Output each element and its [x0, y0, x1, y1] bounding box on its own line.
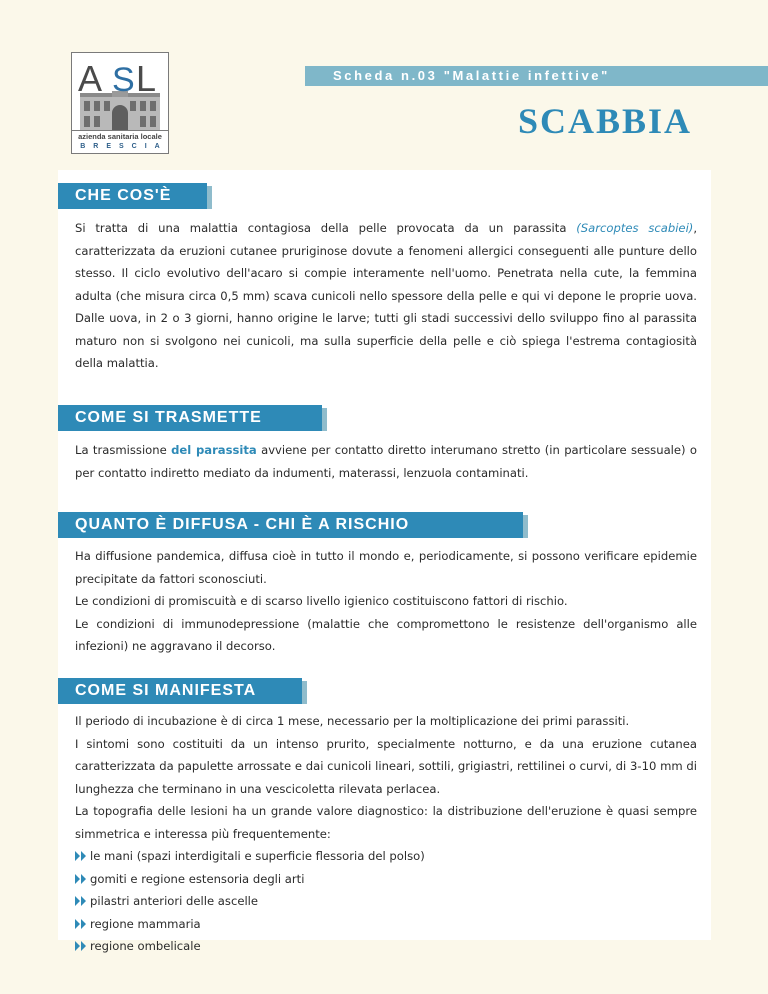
section-body-manifesta: [75, 710, 697, 958]
list-item: gomiti e regione estensoria degli arti: [75, 868, 697, 891]
paragraph: I sintomi sono costituiti da un intenso prurito, specialmente notturno, e da una eruzione cutanea caratterizzata da papulette arrossate e dai cunicoli lineari, sottili, grigiastri, rettilinei o curvi, di 3-10 mm di lunghezza che terminano in una vescicoletta rilevata perlacea.: [75, 736, 697, 796]
svg-text:A: A: [78, 58, 103, 99]
section-heading-diffusa: QUANTO È DIFFUSA - CHI È A RISCHIO: [58, 512, 523, 538]
paragraph: Ha diffusione pandemica, diffusa cioè in tutto il mondo e, periodicamente, si possono verificare epidemie precipitate da fattori sconosciuti.: [75, 549, 697, 586]
svg-text:L: L: [136, 58, 157, 99]
scheda-category: "Malattie infettive": [443, 68, 610, 83]
section-heading-trasmette: COME SI TRASMETTE: [58, 405, 322, 431]
list-item: regione mammaria: [75, 913, 697, 936]
svg-text:S: S: [112, 61, 135, 99]
list-item: le mani (spazi interdigitali e superficie flessoria del polso): [75, 845, 697, 868]
page-title: SCABBIA: [517, 101, 692, 141]
section-body-trasmette: [75, 439, 697, 484]
asl-logo: [71, 52, 169, 154]
double-arrow-right-icon: [75, 941, 88, 951]
paragraph: Il periodo di incubazione è di circa 1 mese, necessario per la moltiplicazione dei primi parassiti.: [75, 714, 630, 728]
section-heading-che-cose: CHE COS'È: [58, 183, 207, 209]
highlight-text: del parassita: [171, 443, 257, 457]
paragraph: Si tratta di una malattia contagiosa della pelle provocata da un parassita (Sarcoptes scabiei), caratterizzata da eruzioni cutanee pruriginose dovute a fenomeni allergici conseguenti alle punture dello stesso. Il ciclo evolutivo dell'acaro si compie interamente nell'uomo. Penetrata nella cute, la femmina adulta (che misura circa 0,5 mm) scava cunicoli nello spessore della pelle e qui vi depone le proprie uova. Dalle uova, in 2 o 3 giorni, hanno origine le larve; tutti gli stadi successivi dello sviluppo fino al parassita maturo non si svolgono nei cunicoli, ma sulla superficie della pelle e ciò spiega l'estrema contagiosità della malattia.: [75, 221, 698, 370]
paragraph: La topografia delle lesioni ha un grande valore diagnostico: la distribuzione dell'eruzione è quasi sempre simmetrica e interessa più frequentemente:: [75, 804, 697, 841]
scheda-label: [333, 66, 610, 86]
double-arrow-right-icon: [75, 919, 88, 929]
double-arrow-right-icon: [75, 851, 88, 861]
double-arrow-right-icon: [75, 874, 88, 884]
scheda-number: Scheda n.03: [333, 68, 438, 83]
section-body-diffusa: [75, 545, 697, 658]
paragraph: Le condizioni di promiscuità e di scarso livello igienico costituiscono fattori di rischio.: [75, 594, 568, 608]
section-heading-manifesta: COME SI MANIFESTA: [58, 678, 302, 704]
list-item: regione ombelicale: [75, 935, 697, 958]
logo-line1: azienda sanitaria locale: [78, 132, 162, 141]
logo-line2: BRESCIA: [80, 143, 168, 150]
double-arrow-right-icon: [75, 896, 88, 906]
logo-caption: [72, 130, 168, 153]
paragraph: La trasmissione del parassita avviene per contatto diretto interumano stretto (in particolare sessuale) o per contatto indiretto mediato da indumenti, materassi, lenzuola contaminati.: [75, 443, 697, 480]
species-name: (Sarcoptes scabiei): [576, 221, 694, 235]
asl-logo-graphic: [72, 53, 168, 131]
section-body-che-cose: [75, 217, 697, 375]
paragraph: Le condizioni di immunodepressione (malattie che compromettono le resistenze dell'organismo alle infezioni) ne aggravano il decorso.: [75, 616, 697, 653]
list-item: pilastri anteriori delle ascelle: [75, 890, 697, 913]
